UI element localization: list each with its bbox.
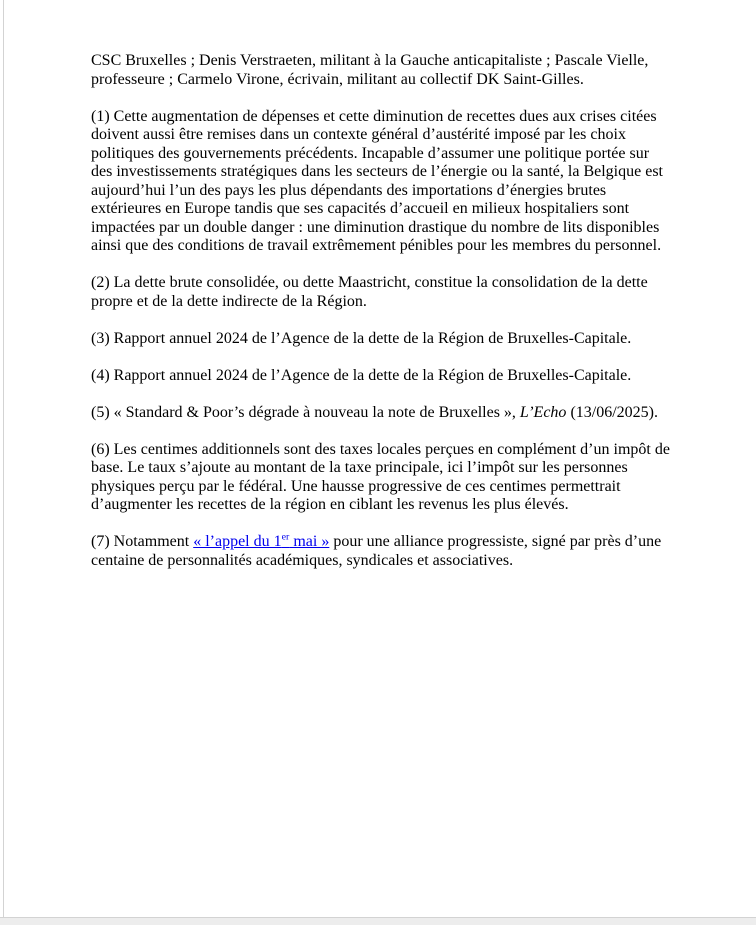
text-run: (4) Rapport annuel 2024 de l’Agence de la dette de la Région de Bruxelles-Capitale.	[91, 366, 632, 384]
text-run: (1) Cette augmentation de dépenses et cette diminution de recettes dues aux crises citées doivent aussi être remises dans un contexte général d’austérité imposé par les choix politiques des gouvernements précédents. Incapable d’assumer une politique portée sur des investissements stratégiques dans les secteurs de l’énergie ou la santé, la Belgique est aujourd’hui l’un des pays les plus dépendants des importations d’énergies brutes extérieures en Europe tandis que ses capacités d’accueil en milieux hospitaliers sont impactées par un double danger : une diminution drastique du nombre de lits disponibles ainsi que des conditions de travail extrêmement pénibles pour les membres du personnel.	[91, 107, 663, 254]
text-run: CSC Bruxelles ; Denis Verstraeten, militant à la Gauche anticapitaliste ; Pascale Vielle, professeure ; Carmelo Virone, écrivain, militant au collectif DK Saint-Gilles.	[91, 52, 649, 88]
text-run: pour une alliance progressiste, signé par près d’une centaine de personnalités académiques, syndicales et associatives.	[91, 533, 662, 569]
text-run: (5) « Standard & Poor’s dégrade à nouveau la note de Bruxelles »,	[91, 403, 520, 421]
page-bottom-gap	[0, 917, 756, 925]
text-run: (7) Notamment	[91, 533, 194, 550]
text-run: (2) La dette brute consolidée, ou dette Maastricht, constitue la consolidation de la dette propre et de la dette indirecte de la Région.	[91, 274, 648, 310]
appel-du-1er-mai-link[interactable]: « l’appel du 1er mai »	[193, 531, 330, 550]
footnote-authors-continuation	[91, 52, 671, 89]
text-run: (6) Les centimes additionnels sont des taxes locales perçues en complément d’un impôt de base. Le taux s’ajoute au montant de la taxe principale, ici l’impôt sur les personnes physiques perçu par le fédéral. Une hausse progressive de ces centimes permettrait d’augmenter les recettes de la région en ciblant les revenus les plus élevés.	[91, 440, 670, 513]
superscript-text: er	[281, 531, 290, 543]
footnote-4	[91, 367, 671, 386]
document-body	[91, 52, 671, 589]
footnote-1	[91, 108, 671, 256]
footnote-2	[91, 274, 671, 311]
footnote-6	[91, 441, 671, 515]
footnote-7	[91, 533, 671, 570]
footnote-5	[91, 404, 671, 423]
page-left-border	[3, 0, 4, 917]
text-run: (13/06/2025).	[566, 403, 658, 421]
text-run: (3) Rapport annuel 2024 de l’Agence de la dette de la Région de Bruxelles-Capitale.	[91, 329, 632, 347]
footnote-3	[91, 330, 671, 349]
italic-citation: L’Echo	[519, 403, 567, 421]
